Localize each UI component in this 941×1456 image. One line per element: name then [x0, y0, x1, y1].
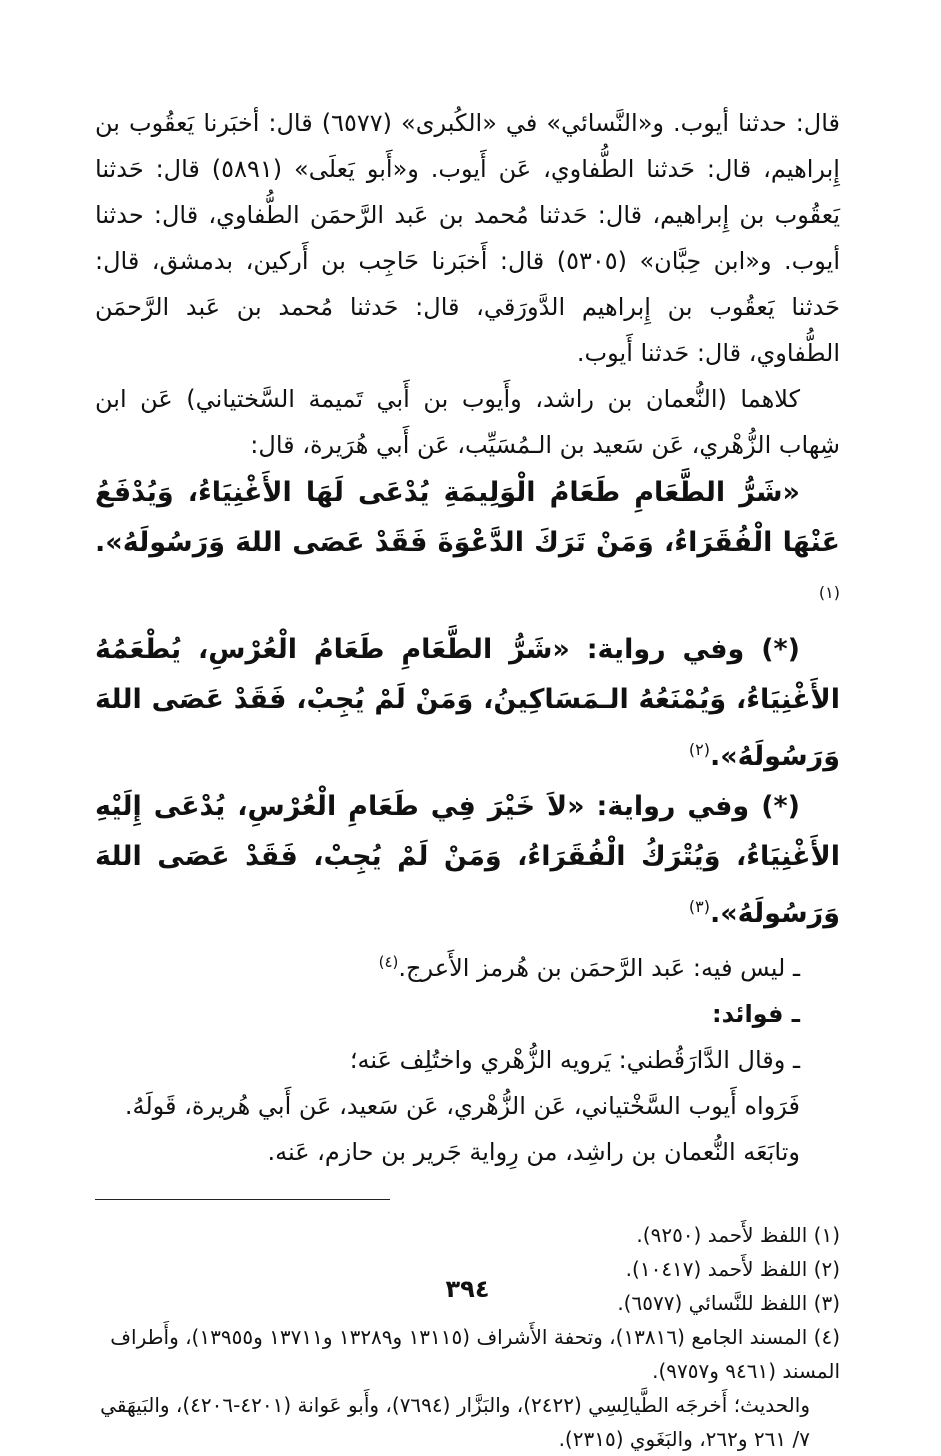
footnote-1: (١) اللفظ لأَحمد (٩٢٥٠).	[636, 1223, 840, 1247]
main-text	[95, 100, 840, 468]
hadith-3-body: (*) وفي رواية: «لاَ خَيْرَ فِي طَعَامِ الْعُرْسِ، يُدْعَى إِلَيْهِ الأَغْنِيَاءُ، وَيُتْرَكُ الْفُقَرَاءُ، وَمَنْ لَمْ يُجِبْ، فَقَدْ عَصَى اللهَ وَرَسُولَهُ».	[95, 791, 840, 929]
footnote-2: (٢) اللفظ لأَحمد (١٠٤١٧).	[625, 1257, 840, 1281]
footnote-ref-4[interactable]: (٤)	[378, 953, 399, 971]
footnote-ref-1[interactable]: (١)	[818, 583, 840, 602]
hadith-text-3	[95, 782, 840, 939]
footnote-4-continued: والحديث؛ أَخرجَه الطَّيالِسِي (٢٤٢٢)، والبَزَّار (٧٦٩٤)، وأَبو عَوانة (٤٢٠١-٤٢٠٦)، والبَيهَقي ٧/ ٢٦١ و٢٦٢، والبَغَوي (٢٣١٥).	[100, 1393, 810, 1451]
chain-paragraph: كلاهما (النُّعمان بن راشد، وأَيوب بن أَبي تَميمة السَّختياني) عَن ابن شِهاب الزُّهْري، عَن سَعيد بن الـمُسَيِّب، عَن أَبي هُرَيرة، قال:	[95, 385, 840, 459]
footnote-ref-3[interactable]: (٣)	[688, 897, 710, 916]
notes-section	[95, 939, 840, 1175]
hadith-1-body: «شَرُّ الطَّعَامِ طَعَامُ الْوَلِيمَةِ يُدْعَى لَهَا الأَغْنِيَاءُ، وَيُدْفَعُ عَنْهَا الْفُقَرَاءُ، وَمَنْ تَرَكَ الدَّعْوَةَ فَقَدْ عَصَى اللهَ وَرَسُولَهُ».	[95, 477, 840, 558]
book-page	[95, 100, 841, 1451]
benefits-heading: ـ فوائد:	[711, 1000, 800, 1028]
footnotes	[95, 1218, 840, 1456]
note-text: ـ ليس فيه: عَبد الرَّحمَن بن هُرمز الأَعرج.	[398, 954, 800, 982]
footnote-ref-2[interactable]: (٢)	[688, 740, 710, 759]
note-line	[95, 939, 840, 991]
footnote-divider	[95, 1199, 390, 1200]
footnote-4: (٤) المسند الجامع (١٣٨١٦)، وتحفة الأَشراف (١٣١١٥ و١٣٢٨٩ و١٣٧١١ و١٣٩٥٥)، وأَطراف المسند (٩٤٦١ و٩٧٥٧).	[110, 1325, 840, 1383]
hadith-text-1	[95, 468, 840, 625]
benefit-line-2: فَرَواه أَيوب السَّخْتياني، عَن الزُّهْري، عَن سَعيد، عَن أَبي هُريرة، قَولَهُ.	[124, 1092, 800, 1120]
footnote-3: (٣) اللفظ للنَّسائي (٦٥٧٧).	[617, 1291, 840, 1315]
benefit-line-3: وتابَعَه النُّعمان بن راشِد، من رِواية جَرير بن حازم، عَنه.	[267, 1138, 800, 1166]
isnad-paragraph: قال: حدثنا أيوب. و«النَّسائي» في «الكُبرى» (٦٥٧٧) قال: أخبَرنا يَعقُوب بن إِبراهيم، قال: حَدثنا الطُّفاوي، عَن أَيوب. و«أَبو يَعلَى» (٥٨٩١) قال: حَدثنا يَعقُوب بن إِبراهيم، قال: حَدثنا مُحمد بن عَبد الرَّحمَن الطُّفاوي، قال: حدثنا أيوب. و«ابن حِبَّان» (٥٣٠٥) قال: أَخبَرنا حَاجِب بن أَركين، بدمشق، قال: حَدثنا يَعقُوب بن إِبراهيم الدَّورَقي، قال: حَدثنا مُحمد بن عَبد الرَّحمَن الطُّفاوي، قال: حَدثنا أَيوب.	[95, 109, 841, 367]
hadith-text-2	[95, 625, 840, 782]
page-number: ٣٩٤	[445, 1275, 490, 1303]
benefit-line-1: ـ وقال الدَّارَقُطني: يَرويه الزُّهْري واختُلِف عَنه؛	[349, 1046, 800, 1074]
hadith-2-body: (*) وفي رواية: «شَرُّ الطَّعَامِ طَعَامُ الْعُرْسِ، يُطْعَمُهُ الأَغْنِيَاءُ، وَيُمْنَعُهُ الـمَسَاكِينُ، وَمَنْ لَمْ يُجِبْ، فَقَدْ عَصَى اللهَ وَرَسُولَهُ».	[95, 634, 840, 772]
